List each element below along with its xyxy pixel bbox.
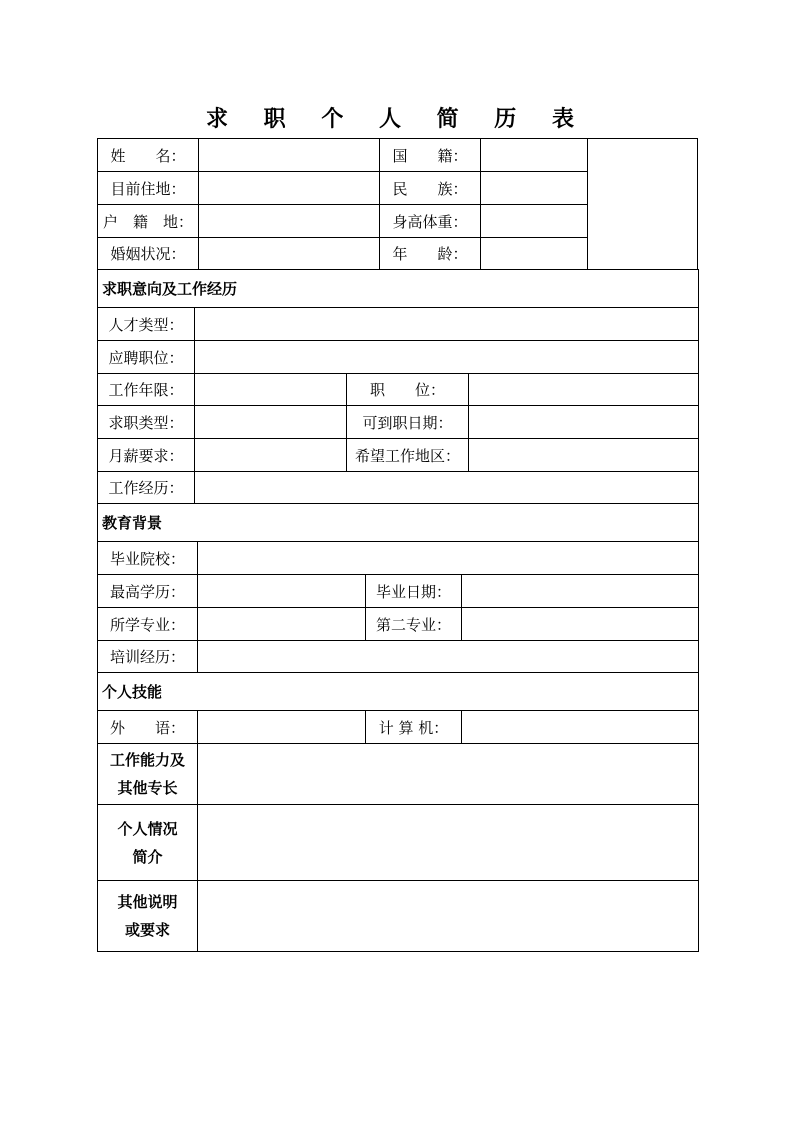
- grad-date-label: 毕业日期：: [366, 575, 462, 608]
- job-section-title: 求职意向及工作经历: [98, 270, 699, 308]
- nationality-field[interactable]: [481, 139, 588, 172]
- grad-date-field[interactable]: [462, 575, 699, 608]
- job-title-label: 职 位：: [347, 374, 469, 406]
- height-weight-field[interactable]: [481, 205, 588, 238]
- ability-label: [98, 744, 198, 805]
- available-date-field[interactable]: [469, 406, 699, 439]
- nationality-label: 国 籍：: [380, 139, 481, 172]
- ethnicity-label: 民 族：: [380, 172, 481, 205]
- other-field[interactable]: [198, 881, 699, 952]
- language-field[interactable]: [198, 711, 366, 744]
- other-label: [98, 881, 198, 952]
- desired-area-field[interactable]: [469, 439, 699, 472]
- salary-field[interactable]: [195, 439, 347, 472]
- salary-label: 月薪要求：: [98, 439, 195, 472]
- training-field[interactable]: [198, 641, 699, 673]
- residence-field[interactable]: [199, 172, 380, 205]
- ability-field[interactable]: [198, 744, 699, 805]
- position-applied-field[interactable]: [195, 341, 699, 374]
- position-applied-label: 应聘职位：: [98, 341, 195, 374]
- degree-label: 最高学历：: [98, 575, 198, 608]
- job-type-field[interactable]: [195, 406, 347, 439]
- desired-area-label: 希望工作地区：: [347, 439, 469, 472]
- education-section-title: 教育背景: [98, 504, 699, 542]
- work-years-field[interactable]: [195, 374, 347, 406]
- height-weight-label: 身高体重：: [380, 205, 481, 238]
- age-field[interactable]: [481, 238, 588, 270]
- experience-label: 工作经历：: [98, 472, 195, 504]
- second-major-field[interactable]: [462, 608, 699, 641]
- school-label: 毕业院校：: [98, 542, 198, 575]
- experience-field[interactable]: [195, 472, 699, 504]
- hukou-field[interactable]: [199, 205, 380, 238]
- page-title: 求 职 个 人 简 历 表: [206, 107, 588, 132]
- training-label: 培训经历：: [98, 641, 198, 673]
- ability-label-text: 工作能力及其他专长: [109, 751, 185, 797]
- name-label: 姓 名：: [98, 139, 199, 172]
- available-date-label: 可到职日期：: [347, 406, 469, 439]
- residence-label: 目前住地：: [98, 172, 199, 205]
- second-major-label: 第二专业：: [366, 608, 462, 641]
- computer-field[interactable]: [462, 711, 699, 744]
- other-label-text: 其他说明或要求: [117, 893, 178, 939]
- skills-table: [97, 672, 699, 744]
- intro-label-text: 个人情况简介: [117, 819, 178, 866]
- skills-section-title: 个人技能: [98, 673, 699, 711]
- marital-field[interactable]: [199, 238, 380, 270]
- degree-field[interactable]: [198, 575, 366, 608]
- talent-type-label: 人才类型：: [98, 308, 195, 341]
- job-title-field[interactable]: [469, 374, 699, 406]
- intro-label: [98, 805, 198, 881]
- job-intention-table: [97, 269, 699, 504]
- major-label: 所学专业：: [98, 608, 198, 641]
- hukou-label: 户 籍 地：: [98, 205, 199, 238]
- work-years-label: 工作年限：: [98, 374, 195, 406]
- job-type-label: 求职类型：: [98, 406, 195, 439]
- school-field[interactable]: [198, 542, 699, 575]
- talent-type-field[interactable]: [195, 308, 699, 341]
- computer-label: 计 算 机：: [366, 711, 462, 744]
- photo-box[interactable]: [588, 139, 698, 270]
- education-table: [97, 503, 699, 673]
- extra-table: [97, 743, 699, 952]
- marital-label: 婚姻状况：: [98, 238, 199, 270]
- name-field[interactable]: [199, 139, 380, 172]
- major-field[interactable]: [198, 608, 366, 641]
- language-label: 外 语：: [98, 711, 198, 744]
- intro-field[interactable]: [198, 805, 699, 881]
- age-label: 年 龄：: [380, 238, 481, 270]
- personal-info-table: [97, 138, 698, 270]
- ethnicity-field[interactable]: [481, 172, 588, 205]
